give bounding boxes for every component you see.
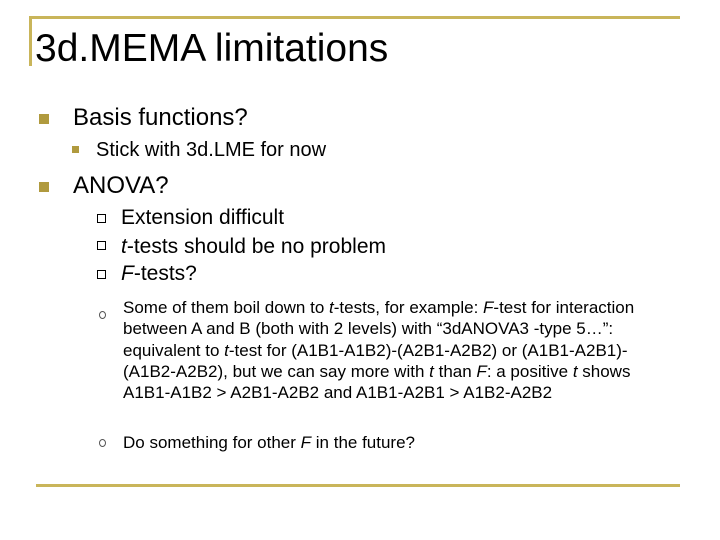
detail-italic-part: F — [476, 361, 487, 381]
detail-text-part: -test for (A1B1-A1B2)-(A2B1-A2B2) or (A1B1-A2B1)-(A1B2-A2B2), but we can say more with — [123, 340, 628, 381]
bullet-t-tests — [121, 235, 386, 259]
bullet-checkbox-icon — [97, 214, 106, 223]
bullet-checkbox-icon — [97, 241, 106, 250]
italic-t: t — [121, 235, 127, 258]
detail-text-part: than — [433, 361, 477, 381]
bullet-f-tests — [121, 262, 197, 286]
detail-paragraph — [123, 297, 668, 403]
detail-text-part: shows A1B1-A1B2 > A2B1-A2B2 and A1B1-A2B1 > A1B2-A2B2 — [123, 361, 631, 403]
bullet-square-small-icon — [72, 146, 79, 153]
detail-future-f — [123, 432, 415, 453]
detail-paragraph-text — [123, 297, 668, 403]
future-italic-f: F — [300, 433, 312, 452]
detail-text-part: Some of them boil down to — [123, 298, 330, 317]
detail-italic-part: t — [572, 361, 578, 381]
bullet-basis-functions: Basis functions? — [73, 104, 248, 131]
f-tests-text: -tests? — [133, 262, 197, 285]
future-text-pre: Do something for other — [123, 433, 301, 452]
title-rule-vertical — [29, 16, 32, 66]
detail-text-part: : a positive — [486, 361, 573, 381]
t-tests-text: -tests should be no problem — [126, 235, 386, 258]
bullet-ring-icon — [99, 311, 106, 319]
detail-italic-part: t — [429, 361, 434, 381]
bullet-checkbox-icon — [97, 270, 106, 279]
italic-f: F — [121, 262, 134, 285]
detail-text-part: -tests, for example: — [333, 298, 484, 317]
future-text-post: in the future? — [311, 433, 416, 452]
slide-title: 3d.MEMA limitations — [35, 27, 389, 70]
bullet-square-icon — [39, 114, 49, 124]
detail-italic-part: t — [329, 298, 334, 317]
bullet-stick-with-3dlme: Stick with 3d.LME for now — [96, 139, 327, 161]
bullet-extension-difficult: Extension difficult — [121, 206, 285, 229]
detail-italic-part: F — [483, 298, 494, 317]
bullet-square-icon — [39, 182, 49, 192]
bottom-rule — [36, 484, 680, 487]
detail-italic-part: t — [224, 340, 229, 360]
title-rule-horizontal — [29, 16, 680, 19]
detail-text-part: -test for interaction between A and B (both with 2 levels) with “3dANOVA3 -type 5…”: equivalent to — [123, 298, 635, 360]
bullet-ring-icon — [99, 439, 106, 447]
bullet-anova: ANOVA? — [73, 172, 169, 199]
